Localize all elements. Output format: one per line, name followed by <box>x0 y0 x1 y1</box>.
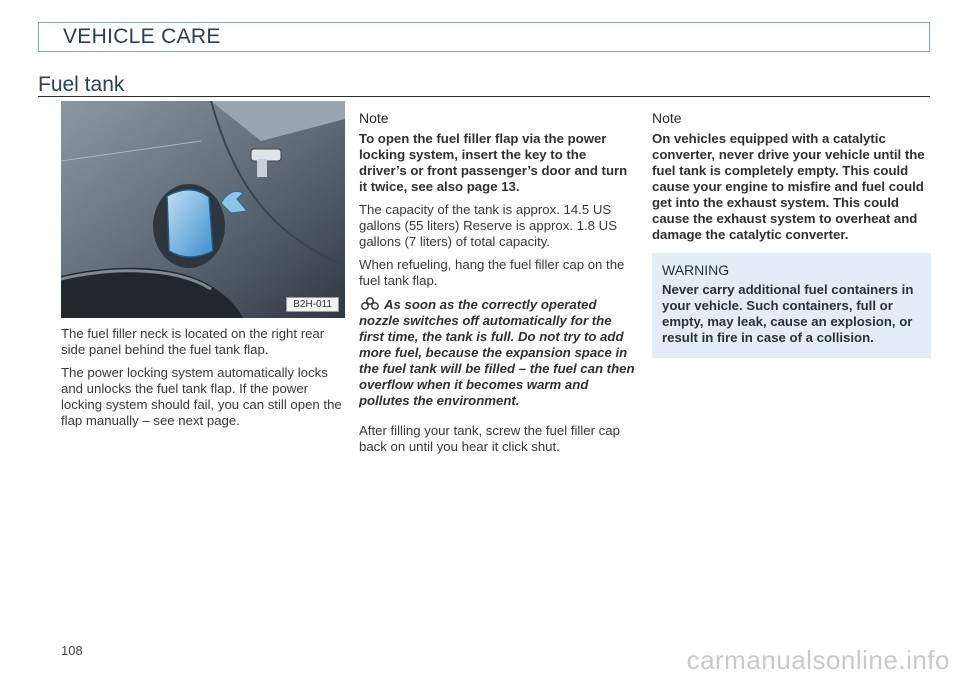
warning-box <box>652 253 931 358</box>
note-heading-2: Note <box>652 110 682 126</box>
middle-column <box>359 110 637 462</box>
catalytic-converter-note: On vehicles equipped with a catalytic converter, never drive your vehicle until the fuel tank is completely empty. This could cause your engine to misfire and fuel could get into the exhaust system. This could cause the exhaust system to overheat and damage the catalytic converter. <box>652 131 925 242</box>
figure-code: B2H-011 <box>286 297 339 312</box>
capacity-text: The capacity of the tank is approx. 14.5 US gallons (55 liters) Reserve is approx. 1.8 US gallons (7 liters) of total capacity. <box>359 202 617 249</box>
fuel-neck-location-text: The fuel filler neck is located on the right rear side panel behind the fuel tank flap. <box>61 326 325 357</box>
fuel-tank-flap-photo <box>61 101 345 318</box>
after-filling-text: After filling your tank, screw the fuel filler cap back on until you hear it click shut. <box>359 423 620 454</box>
header-box <box>38 22 930 52</box>
note-heading: Note <box>359 110 389 126</box>
environment-note-text: As soon as the correctly operated nozzle switches off automatically for the first time, the tank is full. Do not try to add more fuel, because the expansion space in the fuel tank will be filled – the fuel can then overflow when it becomes warm and pollutes the environment. <box>359 297 635 408</box>
section-title: Fuel tank <box>38 73 125 96</box>
note-text: To open the fuel filler flap via the power locking system, insert the key to the driver’s or front passenger’s door and turn it twice, see also page 13. <box>359 131 628 194</box>
section-divider <box>38 96 930 97</box>
environment-icon <box>359 296 381 312</box>
page-number: 108 <box>61 643 83 658</box>
refueling-text: When refueling, hang the fuel filler cap on the fuel tank flap. <box>359 257 625 288</box>
power-locking-text: The power locking system automatically locks and unlocks the fuel tank flap. If the power locking system should fail, you can still open the flap manually – see next page. <box>61 365 342 428</box>
watermark: carmanualsonline.info <box>686 645 950 675</box>
header-title: VEHICLE CARE <box>63 25 221 48</box>
warning-title: WARNING <box>662 262 730 278</box>
fuel-flap-illustration <box>61 101 345 318</box>
warning-text: Never carry additional fuel containers in your vehicle. Such containers, full or empty, may leak, cause an explosion, or result in fire in case of a collision. <box>662 282 914 345</box>
environment-note <box>359 296 637 409</box>
left-column <box>61 326 346 436</box>
right-column <box>652 110 931 358</box>
